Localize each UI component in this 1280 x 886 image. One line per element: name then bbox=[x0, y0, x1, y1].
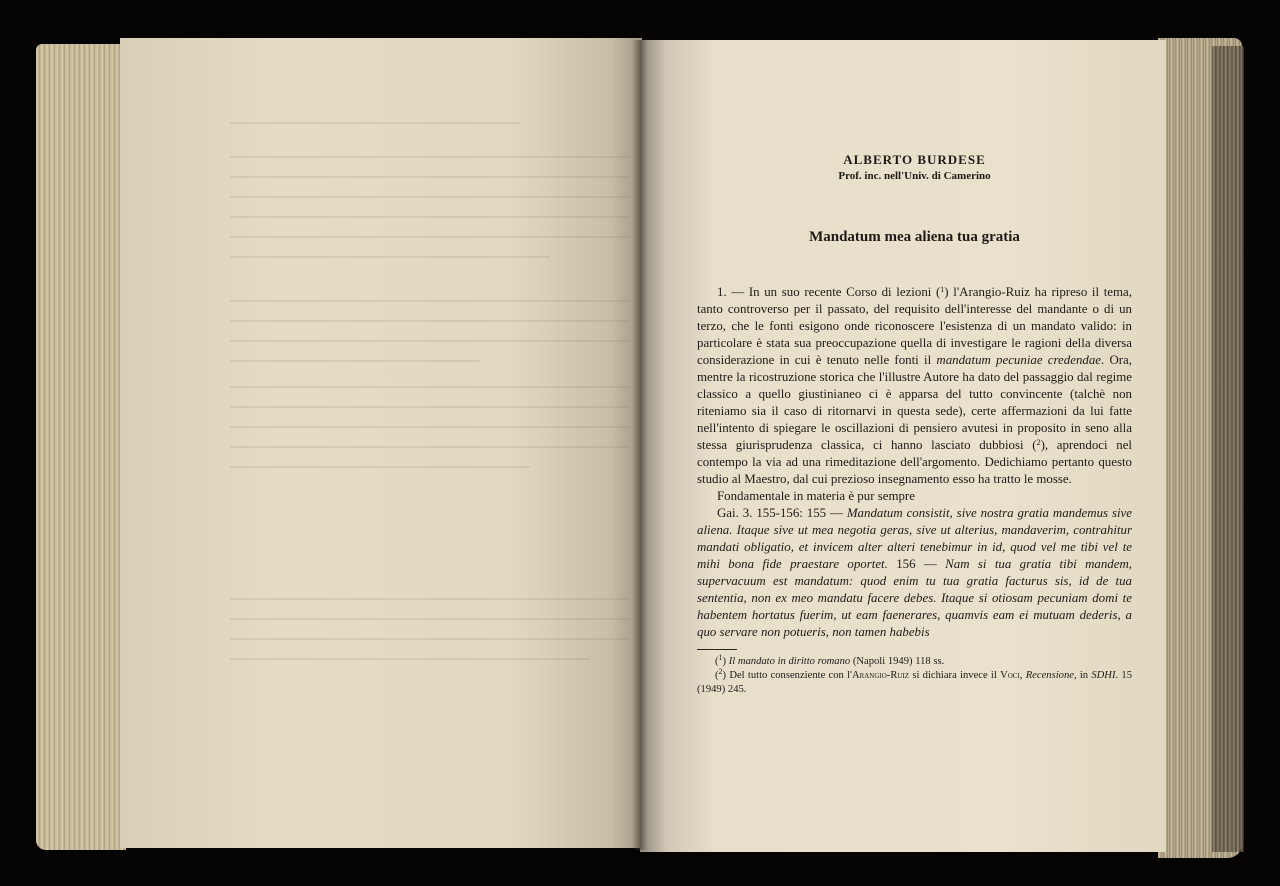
author-affiliation: Prof. inc. nell'Univ. di Camerino bbox=[838, 170, 991, 182]
show-through-line bbox=[230, 256, 550, 258]
footnote-rule bbox=[697, 649, 737, 650]
show-through-line bbox=[230, 176, 630, 178]
show-through-line bbox=[230, 598, 630, 600]
gaius-quote-156: Nam si tua gratia tibi mandem, supervacuum est mandatum: quod enim tu tua gratia facturus sis, id de tua sententia, non ex meo mandatu facere debes. Itaque si otiosam pecuniam domi te habentem hortatus fuerim, ut eam faenerares, quamvis eam ei mutuam dederis, a quo servare non potueris, non tamen habebis bbox=[697, 557, 1132, 639]
paragraph-1 bbox=[697, 284, 1132, 488]
show-through-line bbox=[230, 386, 630, 388]
author-name: ALBERTO BURDESE bbox=[843, 152, 986, 167]
show-through-line bbox=[230, 196, 630, 198]
paragraph-gaius-quote bbox=[697, 505, 1132, 641]
article-title: Mandatum mea aliena tua gratia bbox=[809, 229, 1020, 245]
footnote-1-number: 1 bbox=[718, 653, 723, 662]
show-through-line bbox=[230, 426, 630, 428]
footnote-2-text-c: , bbox=[1019, 670, 1026, 681]
show-through-line bbox=[230, 216, 630, 218]
footnote-1-rest: (Napoli 1949) 118 ss. bbox=[850, 656, 945, 667]
show-through-line bbox=[230, 658, 590, 660]
left-page-edges bbox=[36, 44, 126, 850]
gaius-reference: Gai. 3. 155-156: 155 — bbox=[717, 506, 847, 520]
footnote-2-author-2: Voci bbox=[1000, 670, 1020, 681]
show-through-line bbox=[230, 300, 630, 302]
show-through-line bbox=[230, 618, 630, 620]
show-through-line bbox=[230, 340, 630, 342]
paragraph-2: Fondamentale in materia è pur sempre bbox=[717, 489, 915, 503]
show-through-line bbox=[230, 156, 630, 158]
footnotes bbox=[697, 655, 1132, 697]
footnote-2-text-b: si dichiara invece il bbox=[909, 670, 1001, 681]
footnote-2-italic-2: SDHI bbox=[1091, 670, 1116, 681]
left-page bbox=[120, 38, 642, 848]
p1-text-b: ) l'Arangio-Ruiz ha ripreso il tema, tanto controverso per il passato, del requisito dell'interesse del mandante o di un terzo, che le fonti esigono onde riconoscere l'esistenza di un mandato valido: in particolare è stata sua preoccupazione quella di investigare le ragioni della diversa considerazione in cui è tenuto nelle fonti il bbox=[697, 285, 1132, 367]
footnote-2-text-e: . 15 (1949) 245. bbox=[697, 670, 1132, 695]
show-through-line bbox=[230, 360, 480, 362]
show-through-line bbox=[230, 446, 630, 448]
footnote-2-text-d: , in bbox=[1073, 670, 1092, 681]
footnote-ref-2: 2 bbox=[1036, 438, 1041, 447]
gaius-section-156: 156 — bbox=[887, 557, 946, 571]
footnote-2-number: 2 bbox=[718, 667, 723, 676]
show-through-line bbox=[230, 320, 630, 322]
show-through-line bbox=[230, 236, 630, 238]
p1-text-c: . Ora, mentre la ricostruzione storica che l'illustre Autore ha dato del passaggio dal regime classico a quello giustinianeo ci è apparsa del tutto convincente (talchè non riteniamo sia il caso di ritornarvi in questa sede), certe affermazioni da lui fatte nell'intento di spiegare le oscillazioni di pensiero avutesi in proposito in seno alla stessa giurisprudenza classica, ci hanno lasciato dubbiosi ( bbox=[697, 353, 1132, 452]
article-text-block bbox=[697, 140, 1132, 697]
p1-italic-term: mandatum pecuniae credendae bbox=[936, 353, 1101, 367]
article-body bbox=[697, 284, 1132, 641]
footnote-ref-1: 1 bbox=[940, 285, 945, 294]
footnote-1: ($^1$) Il mandato in diritto romano (Napoli 1949) 118 ss. bbox=[715, 653, 945, 667]
book-gutter bbox=[632, 40, 648, 850]
show-through-line bbox=[230, 466, 530, 468]
footnote-2-author-1: Arangio-Ruiz bbox=[851, 670, 910, 681]
footnote-2-text-a: Del tutto consenziente con l' bbox=[729, 670, 852, 681]
show-through-line bbox=[230, 406, 630, 408]
p1-text-a: 1. — In un suo recente Corso di lezioni ( bbox=[717, 285, 941, 299]
footnote-2-italic-1: Recensione bbox=[1025, 670, 1074, 681]
p1-text-d: ), aprendoci nel contempo la via ad una rimeditazione dell'argomento. Dedichiamo pertanto questo studio al Maestro, dal cui prezioso insegnamento esso ha tratto le mosse. bbox=[697, 438, 1132, 486]
footnote-2: ($^2$) Del tutto consenziente con l'Arangio-Ruiz si dichiara invece il Voci, Recensione, in SDHI. 15 (1949) 245. bbox=[697, 667, 1132, 695]
footnote-1-title: Il mandato in diritto romano bbox=[728, 656, 851, 667]
show-through-line bbox=[230, 638, 630, 640]
gaius-quote-155: Mandatum consistit, sive nostra gratia mandemus sive aliena. Itaque sive ut mea negotia geras, sive ut alterius, mandaverim, contrahitur mandati obligatio, et invicem alter alteri tenebimur in id, quod vel me tibi vel te mihi bona fide praestare oportet. bbox=[697, 506, 1132, 571]
show-through-line bbox=[230, 122, 520, 124]
right-cover-edge bbox=[1212, 46, 1244, 852]
